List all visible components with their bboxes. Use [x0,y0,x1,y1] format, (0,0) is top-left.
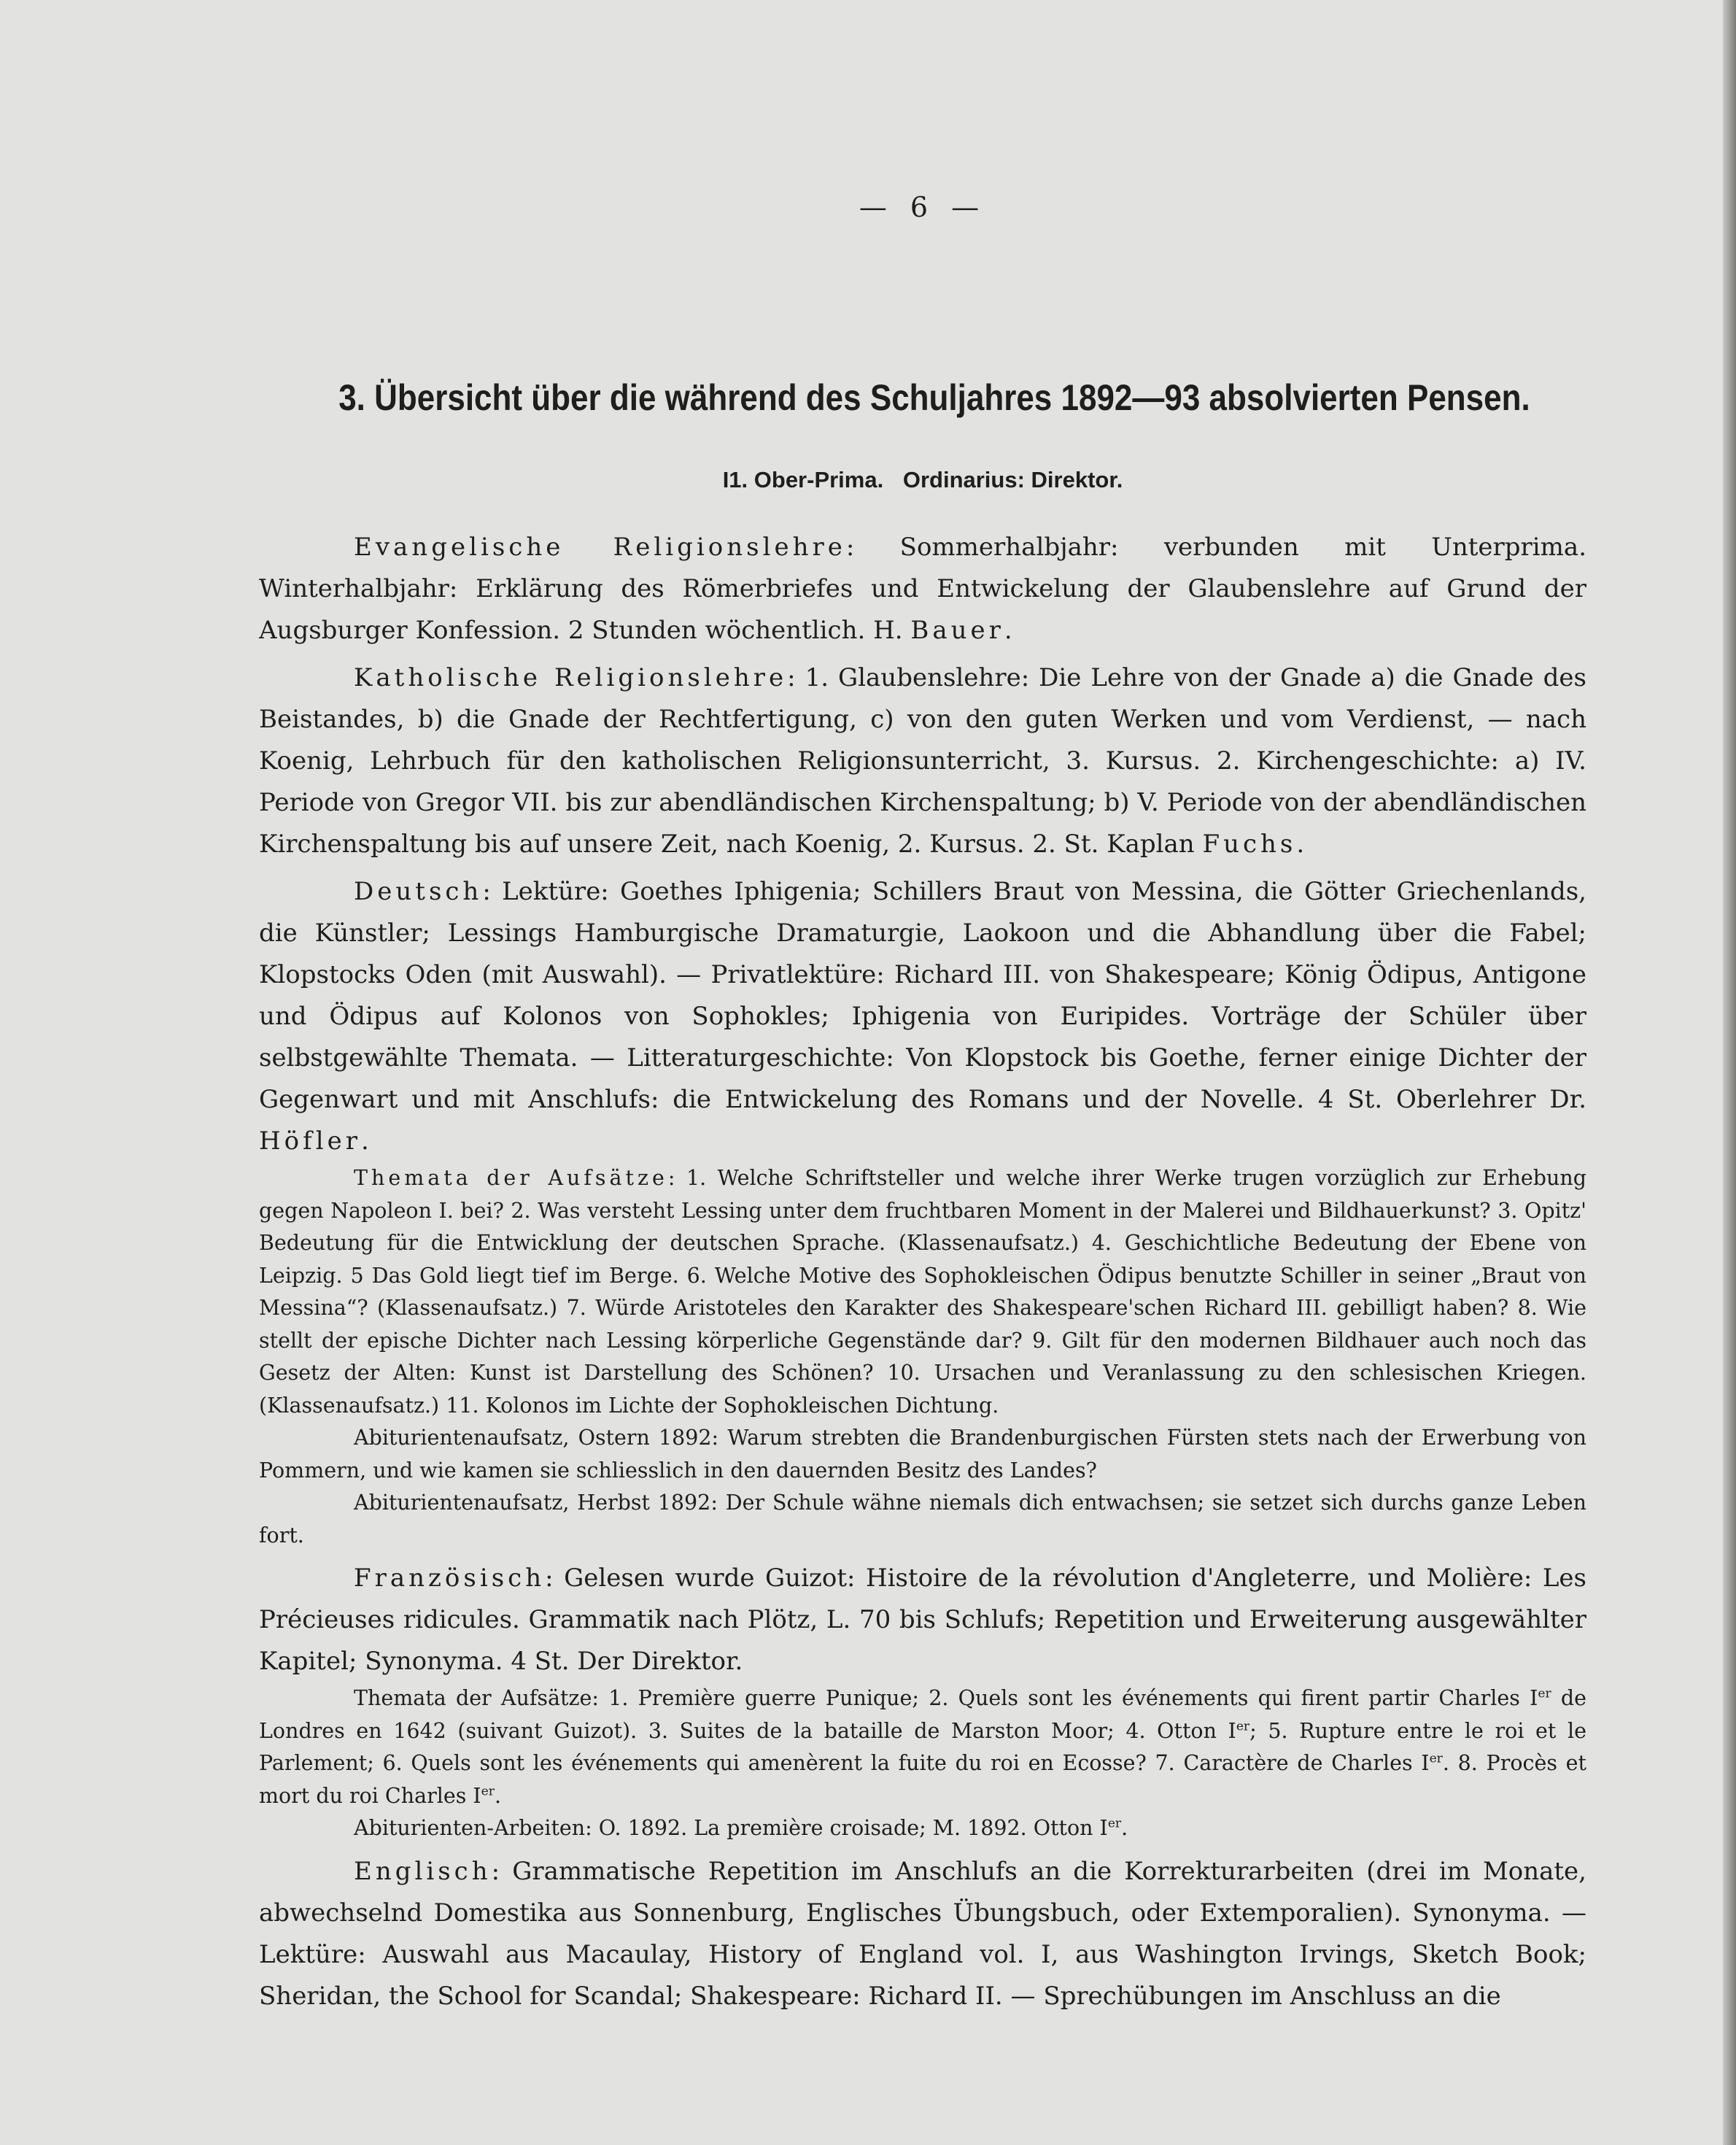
deutsch-themata [259,1162,1586,1422]
englisch-paragraph [259,1851,1586,2017]
superscript-er: er [1107,1816,1122,1831]
franzoesisch-themata-part: ; 5. Rupture entre le roi et le Parlement; 6. Quels sont les événements qui amenèrent la fuite du roi en Ecosse? 7. Caractère de Charles I [259,1718,1586,1775]
superscript-er: er [481,1784,495,1798]
superscript-er: er [1429,1751,1443,1766]
deutsch-themata-label: Themata der Aufsätze [354,1166,668,1190]
teacher-fuchs: Fuchs [1202,830,1297,859]
page-number: — 6 — [859,191,987,223]
subject-name-englisch: Englisch [354,1856,492,1886]
subject-name-ev-religion: Evangelische Religionslehre [354,533,846,562]
franzoesisch-abitur [259,1812,1586,1845]
deutsch-abitur-herbst: Abiturientenaufsatz, Herbst 1892: Der Schule wähne niemals dich entwachsen; sie setzet sich durchs ganze Leben fort. [259,1491,1586,1547]
franzoesisch-themata-part: . 8. Procès et mort du roi Charles I [259,1751,1586,1808]
franzoesisch-abitur-end: . [1121,1816,1128,1840]
kath-religion-paragraph [259,657,1586,865]
deutsch-end: . [360,1126,369,1156]
franzoesisch-themata-part: . [494,1783,501,1808]
deutsch-themata-text: : 1. Welche Schriftsteller und welche ihrer Werke trugen vorzüglich zur Erhebung gegen Napoleon I. bei? 2. Was versteht Lessing unter dem fruchtbaren Moment in der Malerei und Bildhauerkunst? 3. Opitz' Bedeutung für die Entwicklung der deutschen Sprache. (Klassenaufsatz.) 4. Geschichtliche Bedeutung der Ebene von Leipzig. 5 Das Gold liegt tief im Berge. 6. Welche Motive des Sophokleischen Ödipus benutzte Schiller in seiner „Braut von Messina“? (Klassenaufsatz.) 7. Würde Aristoteles den Karakter des Shakespeare'schen Richard III. gebilligt haben? 8. Wie stellt der epische Dichter nach Lessing körperliche Gegenstände dar? 9. Gilt für den modernen Bildhauer auch noch das Gesetz der Alten: Kunst ist Darstellung des Schönen? 10. Ursachen und Veranlassung zu den schlesischen Kriegen. (Klassenaufsatz.) 11. Kolonos im Lichte der Sophokleischen Dichtung. [259,1166,1586,1418]
ev-religion-paragraph [259,527,1586,652]
franzoesisch-paragraph [259,1558,1586,1682]
document-body [259,527,1586,2017]
franzoesisch-text: : Gelesen wurde Guizot: Histoire de la révolution d'Angleterre, und Molière: Les Précieuses ridicules. Grammatik nach Plötz, L. 70 bis Schlufs; Repetition und Erweiterung ausgewählter Kapitel; Synonyma. 4 St. Der Direktor. [259,1564,1586,1676]
ev-religion-text: : Sommerhalbjahr: verbunden mit Unterprima. Winterhalbjahr: Erklärung des Römerbriefes und Entwickelung der Glaubenslehre auf Grund der Augsburger Konfession. 2 Stunden wöchentlich. H. [259,533,1587,645]
deutsch-paragraph [259,871,1586,1162]
englisch-text: : Grammatische Repetition im Anschlufs an die Korrekturarbeiten (drei im Monate, abwechselnd Domestika aus Sonnenburg, Englisches Übungsbuch, oder Extemporalien). Synonyma. — Lektüre: Auswahl aus Macaulay, History of England vol. I, aus Washington Irvings, Sketch Book; Sheridan, the School for Scandal; Shakespeare: Richard II. — Sprechübungen im Anschluss an die [259,1856,1586,2011]
superscript-er: er [1236,1719,1250,1734]
kath-religion-end: . [1296,830,1305,859]
class-label: I1. Ober-Prima. [722,467,884,492]
deutsch-text: : Lektüre: Goethes Iphigenia; Schillers Braut von Messina, die Götter Griechenlands, die Künstler; Lessings Hamburgische Dramaturgie, Laokoon und die Abhandlung über die Fabel; Klopstocks Oden (mit Auswahl). — Privatlektüre: Richard III. von Shakespeare; König Ödipus, Antigone und Ödipus auf Kolonos von Sophokles; Iphigenia von Euripides. Vorträge der Schüler über selbstgewählte Themata. — Litteraturgeschichte: Von Klopstock bis Goethe, ferner einige Dichter der Gegenwart und mit Anschlufs: die Entwickelung des Romans und der Novelle. 4 St. Oberlehrer Dr. [259,877,1586,1114]
franzoesisch-themata-part: Themata der Aufsätze: 1. Première guerre Punique; 2. Quels sont les événements qui firent partir Charles I [354,1686,1538,1710]
ev-religion-end: . [1004,616,1012,645]
franzoesisch-themata [259,1682,1586,1812]
franzoesisch-themata-part: de Londres en 1642 (suivant Guizot). 3. Suites de la bataille de Marston Moor; 4. Otton I [259,1686,1587,1743]
subject-name-franzoesisch: Französisch [354,1564,546,1593]
subject-name-kath-religion: Katholische Religionslehre [354,663,788,692]
subject-name-deutsch: Deutsch [354,877,483,906]
deutsch-abitur-ostern: Abiturientenaufsatz, Ostern 1892: Warum strebten die Brandenburgischen Fürsten stets nach der Erwerbung von Pommern, und wie kamen sie schliesslich in den dauernden Besitz des Landes? [259,1426,1586,1483]
scan-edge-shadow [1723,0,1736,2145]
teacher-hoefler: Höfler [259,1126,361,1156]
superscript-er: er [1538,1686,1551,1701]
class-heading [259,467,1586,493]
kath-religion-text: : 1. Glaubenslehre: Die Lehre von der Gnade a) die Gnade des Beistandes, b) die Gnade der Rechtfertigung, c) von den guten Werken und vom Verdienst, — nach Koenig, Lehrbuch für den katholischen Religionsunterricht, 3. Kursus. 2. Kirchengeschichte: a) IV. Periode von Gregor VII. bis zur abendländischen Kirchenspaltung; b) V. Periode von der abendländischen Kirchenspaltung bis auf unsere Zeit, nach Koenig, 2. Kursus. 2. St. Kaplan [259,663,1586,859]
franzoesisch-abitur-text: Abiturienten-Arbeiten: O. 1892. La première croisade; M. 1892. Otton I [354,1816,1108,1840]
document-page [259,0,1586,2145]
ordinarius-label: Ordinarius: Direktor. [902,467,1123,492]
teacher-bauer: Bauer [910,616,1004,645]
section-title: 3. Übersicht über die während des Schuljahres 1892—93 absolvierten Pensen. [338,377,1530,418]
